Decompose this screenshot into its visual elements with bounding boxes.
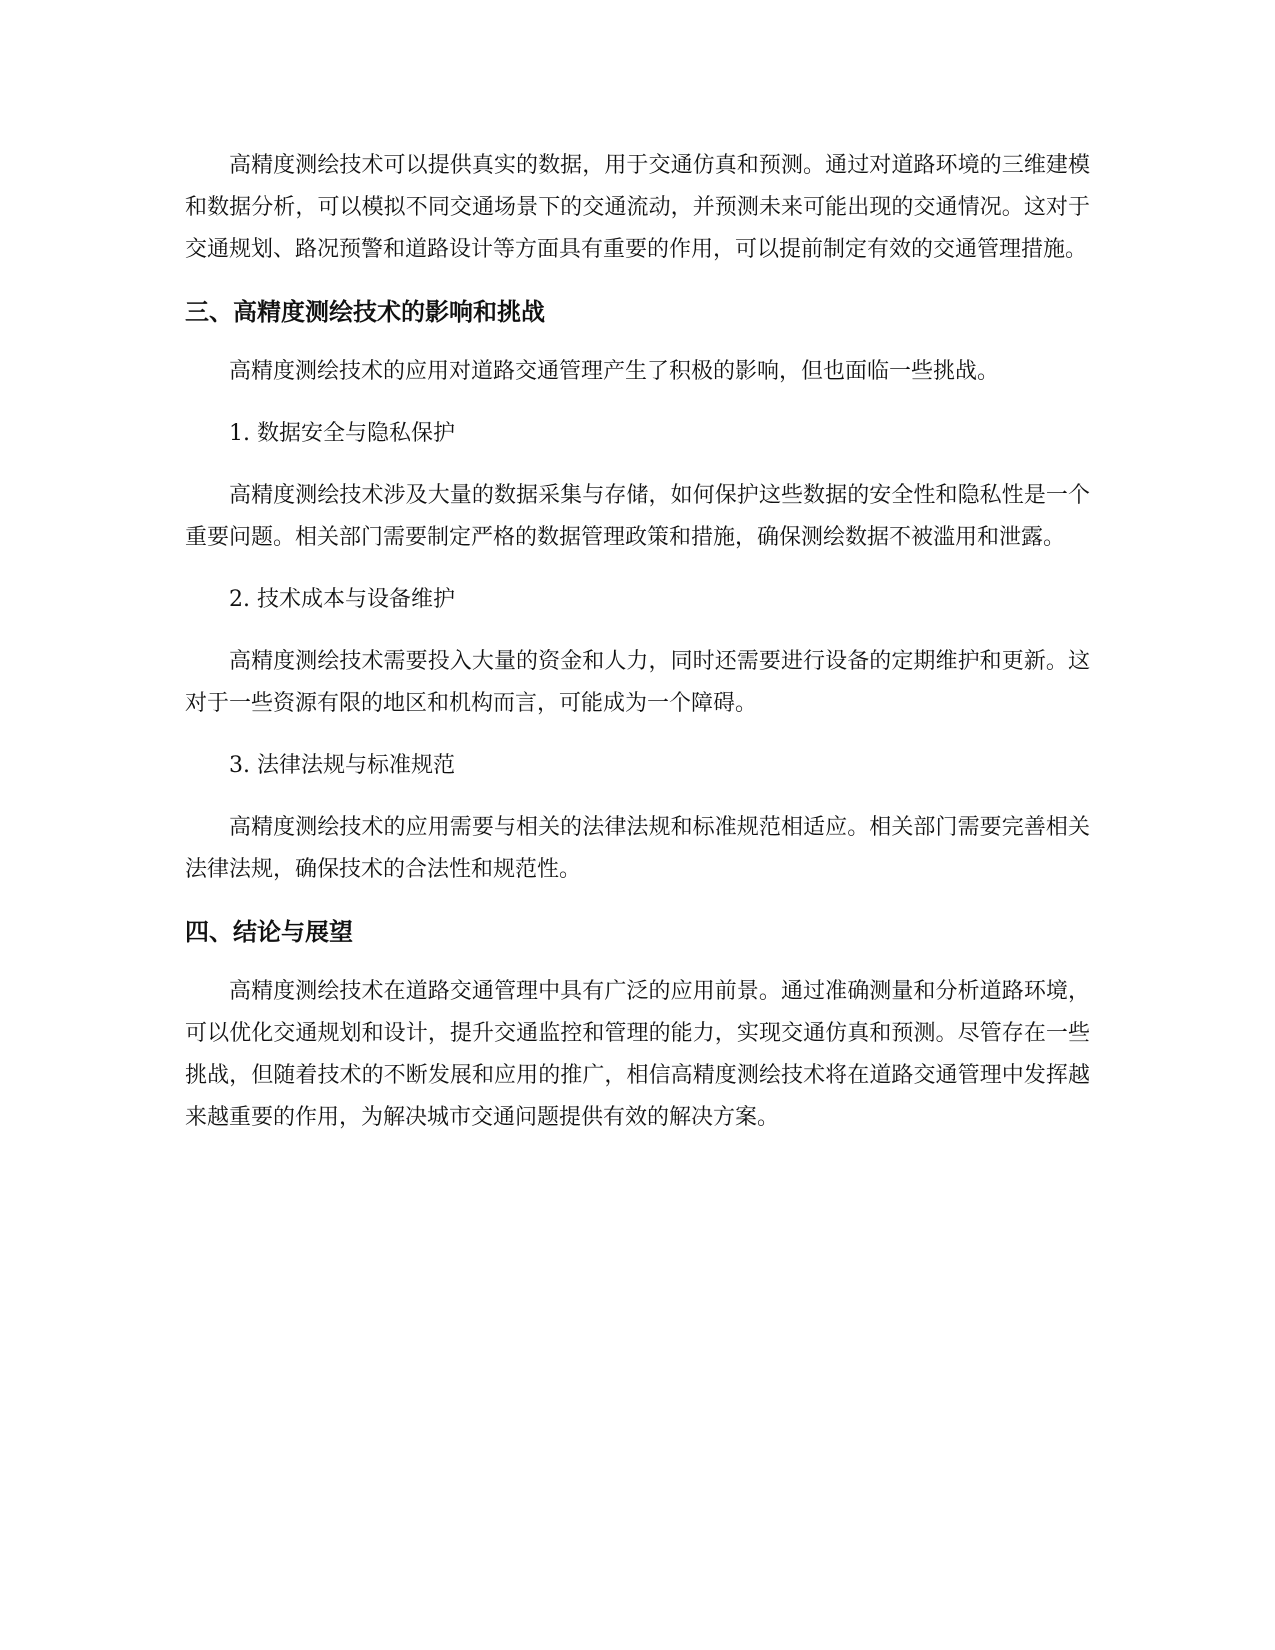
section-3-item-1-body: 高精度测绘技术涉及大量的数据采集与存储，如何保护这些数据的安全性和隐私性是一个重要问题。相关部门需要制定严格的数据管理政策和措施，确保测绘数据不被滥用和泄露。 [185, 483, 1090, 550]
section-3-heading: 三、高精度测绘技术的影响和挑战 [185, 298, 545, 326]
section-3-intro: 高精度测绘技术的应用对道路交通管理产生了积极的影响，但也面临一些挑战。 [229, 359, 1000, 384]
section-3-item-3-body: 高精度测绘技术的应用需要与相关的法律法规和标准规范相适应。相关部门需要完善相关法律法规，确保技术的合法性和规范性。 [185, 815, 1090, 882]
section-4-heading: 四、结论与展望 [185, 918, 353, 946]
section-3-item-3-title: 3. 法律法规与标准规范 [229, 753, 455, 778]
section-3-item-1-title: 1. 数据安全与隐私保护 [229, 421, 455, 446]
section-3-item-2-body: 高精度测绘技术需要投入大量的资金和人力，同时还需要进行设备的定期维护和更新。这对于一些资源有限的地区和机构而言，可能成为一个障碍。 [185, 649, 1090, 716]
section-4-body: 高精度测绘技术在道路交通管理中具有广泛的应用前景。通过准确测量和分析道路环境，可以优化交通规划和设计，提升交通监控和管理的能力，实现交通仿真和预测。尽管存在一些挑战，但随着技术的不断发展和应用的推广，相信高精度测绘技术将在道路交通管理中发挥越来越重要的作用，为解决城市交通问题提供有效的解决方案。 [185, 979, 1090, 1130]
document-body [185, 145, 1090, 1159]
intro-paragraph: 高精度测绘技术可以提供真实的数据，用于交通仿真和预测。通过对道路环境的三维建模和数据分析，可以模拟不同交通场景下的交通流动，并预测未来可能出现的交通情况。这对于交通规划、路况预警和道路设计等方面具有重要的作用，可以提前制定有效的交通管理措施。 [185, 153, 1090, 262]
section-3-item-2-title: 2. 技术成本与设备维护 [229, 587, 455, 612]
